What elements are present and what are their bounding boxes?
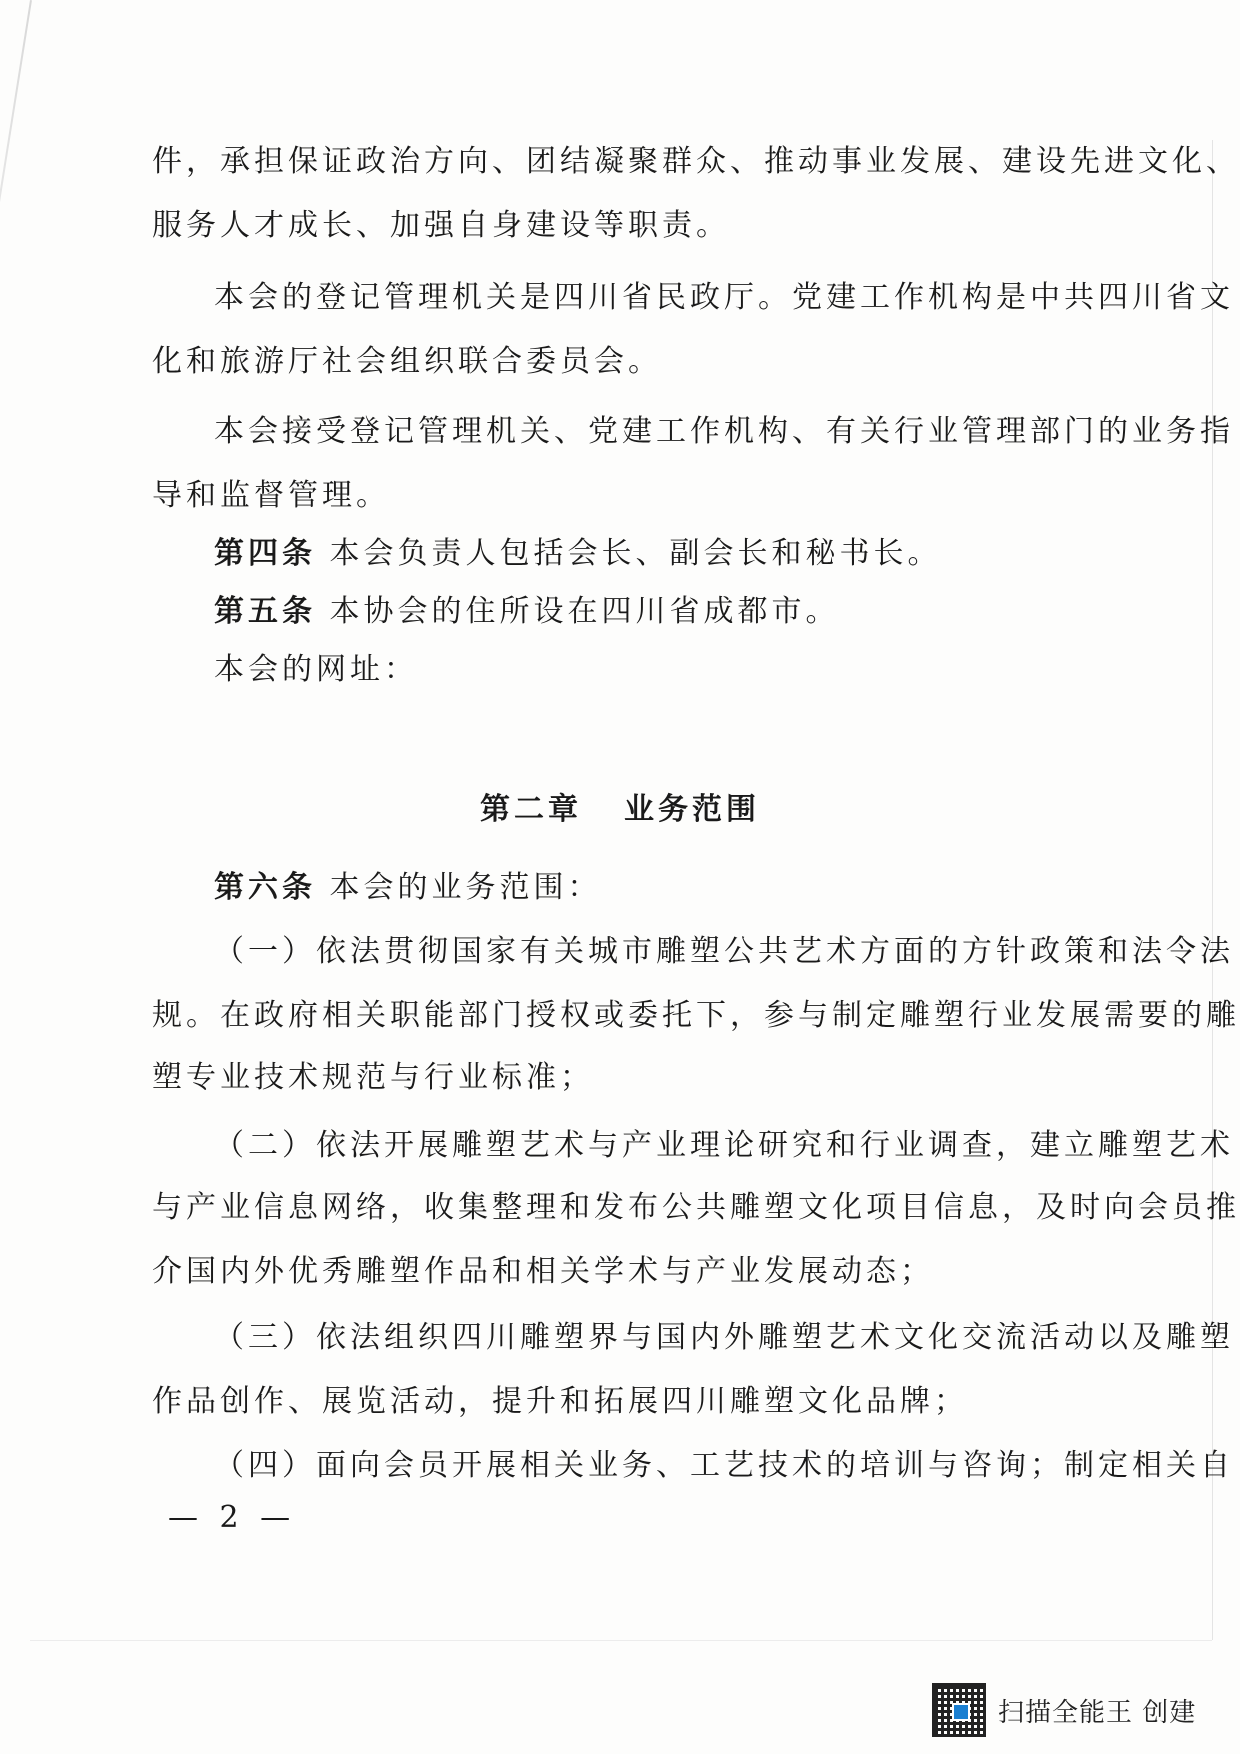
article-4-label: 第四条 (214, 536, 316, 571)
chapter-number: 第二章 (480, 792, 582, 827)
item-line: 作品创作、展览活动，提升和拓展四川雕塑文化品牌； (152, 1384, 968, 1419)
watermark-text: 扫描全能王 创建 (998, 1697, 1197, 1728)
item-line: （三）依法组织四川雕塑界与国内外雕塑艺术文化交流活动以及雕塑 (214, 1320, 1234, 1355)
body-line: 导和监督管理。 (152, 478, 390, 513)
body-line: 化和旅游厅社会组织联合委员会。 (152, 344, 662, 379)
scanner-watermark (932, 1680, 1212, 1740)
item-line: （四）面向会员开展相关业务、工艺技术的培训与咨询；制定相关自 (214, 1448, 1234, 1483)
article-5-text: 本协会的住所设在四川省成都市。 (329, 594, 840, 629)
item-line: 与产业信息网络，收集整理和发布公共雕塑文化项目信息，及时向会员推 (152, 1190, 1240, 1225)
item-line: 介国内外优秀雕塑作品和相关学术与产业发展动态； (152, 1254, 934, 1289)
item-line: 塑专业技术规范与行业标准； (152, 1060, 594, 1095)
website-line: 本会的网址： (214, 652, 418, 687)
article-5-label: 第五条 (214, 594, 316, 629)
page-number: — 2 — (168, 1500, 297, 1535)
article-6-label: 第六条 (214, 870, 316, 905)
body-line: 本会接受登记管理机关、党建工作机构、有关行业管理部门的业务指 (214, 414, 1234, 449)
scan-edge-right (1212, 140, 1213, 1640)
chapter-heading (0, 790, 1240, 830)
body-line: 本会的登记管理机关是四川省民政厅。党建工作机构是中共四川省文 (214, 280, 1234, 315)
item-line: （一）依法贯彻国家有关城市雕塑公共艺术方面的方针政策和法令法 (214, 934, 1234, 969)
article-4-text: 本会负责人包括会长、副会长和秘书长。 (329, 536, 942, 571)
article-6 (214, 868, 602, 908)
scan-edge-bottom (30, 1640, 1212, 1641)
qr-code-icon (932, 1683, 986, 1737)
item-line: 规。在政府相关职能部门授权或委托下，参与制定雕塑行业发展需要的雕 (152, 998, 1240, 1033)
item-line: （二）依法开展雕塑艺术与产业理论研究和行业调查，建立雕塑艺术 (214, 1128, 1234, 1163)
body-line: 服务人才成长、加强自身建设等职责。 (152, 208, 730, 243)
body-line: 件，承担保证政治方向、团结凝聚群众、推动事业发展、建设先进文化、 (152, 144, 1240, 179)
scan-edge-left (0, 0, 32, 336)
chapter-title: 业务范围 (624, 792, 760, 827)
article-6-text: 本会的业务范围： (329, 870, 602, 905)
article-5 (214, 592, 840, 632)
article-4 (214, 534, 942, 574)
